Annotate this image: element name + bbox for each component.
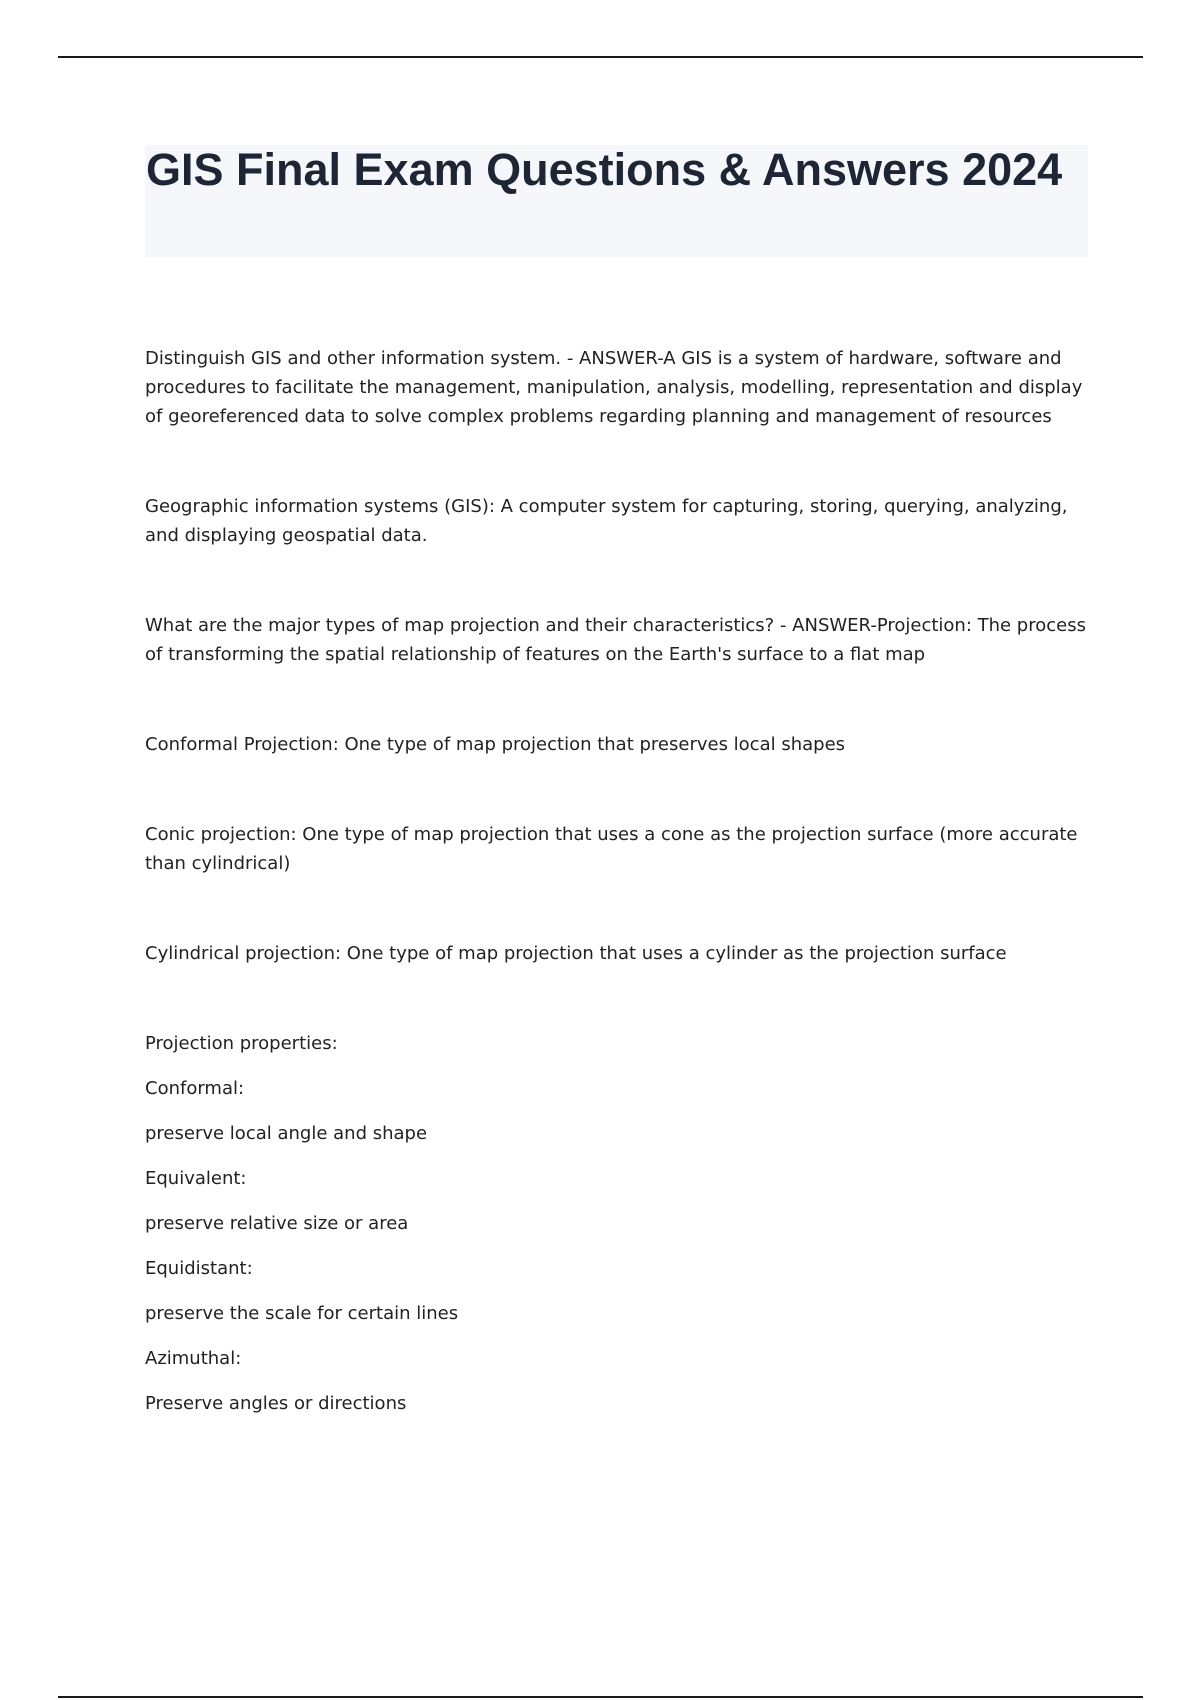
top-rule xyxy=(58,56,1143,58)
property-label-conformal: Conformal: xyxy=(145,1078,245,1099)
property-desc-conformal: preserve local angle and shape xyxy=(145,1123,428,1144)
paragraph-gis-distinction: Distinguish GIS and other information system. - ANSWER-A GIS is a system of hardware, software and procedures to facilitate the management, manipulation, analysis, modelling, representation and display of georeferenced data to solve complex problems regarding planning and management of resources xyxy=(145,348,1083,427)
paragraph-map-projection: What are the major types of map projection and their characteristics? - ANSWER-Projection: The process of transforming the spatial relationship of features on the Earth's surface to a flat map xyxy=(145,615,1086,665)
paragraph-gis-definition: Geographic information systems (GIS): A computer system for capturing, storing, querying, analyzing, and displaying geospatial data. xyxy=(145,496,1068,546)
property-desc-azimuthal: Preserve angles or directions xyxy=(145,1393,407,1414)
paragraph-conformal-projection: Conformal Projection: One type of map projection that preserves local shapes xyxy=(145,734,846,755)
property-desc-equivalent: preserve relative size or area xyxy=(145,1213,409,1234)
property-label-equidistant: Equidistant: xyxy=(145,1258,253,1279)
document-body xyxy=(145,344,1100,1434)
bottom-rule xyxy=(58,1696,1143,1698)
property-label-azimuthal: Azimuthal: xyxy=(145,1348,242,1369)
paragraph-conic-projection: Conic projection: One type of map projection that uses a cone as the projection surface (more accurate than cylindrical) xyxy=(145,824,1078,874)
projection-properties-list xyxy=(145,1029,1100,1434)
property-label-equivalent: Equivalent: xyxy=(145,1168,247,1189)
document-title: GIS Final Exam Questions & Answers 2024 xyxy=(146,144,1063,195)
paragraph-cylindrical-projection: Cylindrical projection: One type of map projection that uses a cylinder as the projection surface xyxy=(145,943,1007,964)
properties-heading: Projection properties: xyxy=(145,1033,338,1054)
property-desc-equidistant: preserve the scale for certain lines xyxy=(145,1303,459,1324)
